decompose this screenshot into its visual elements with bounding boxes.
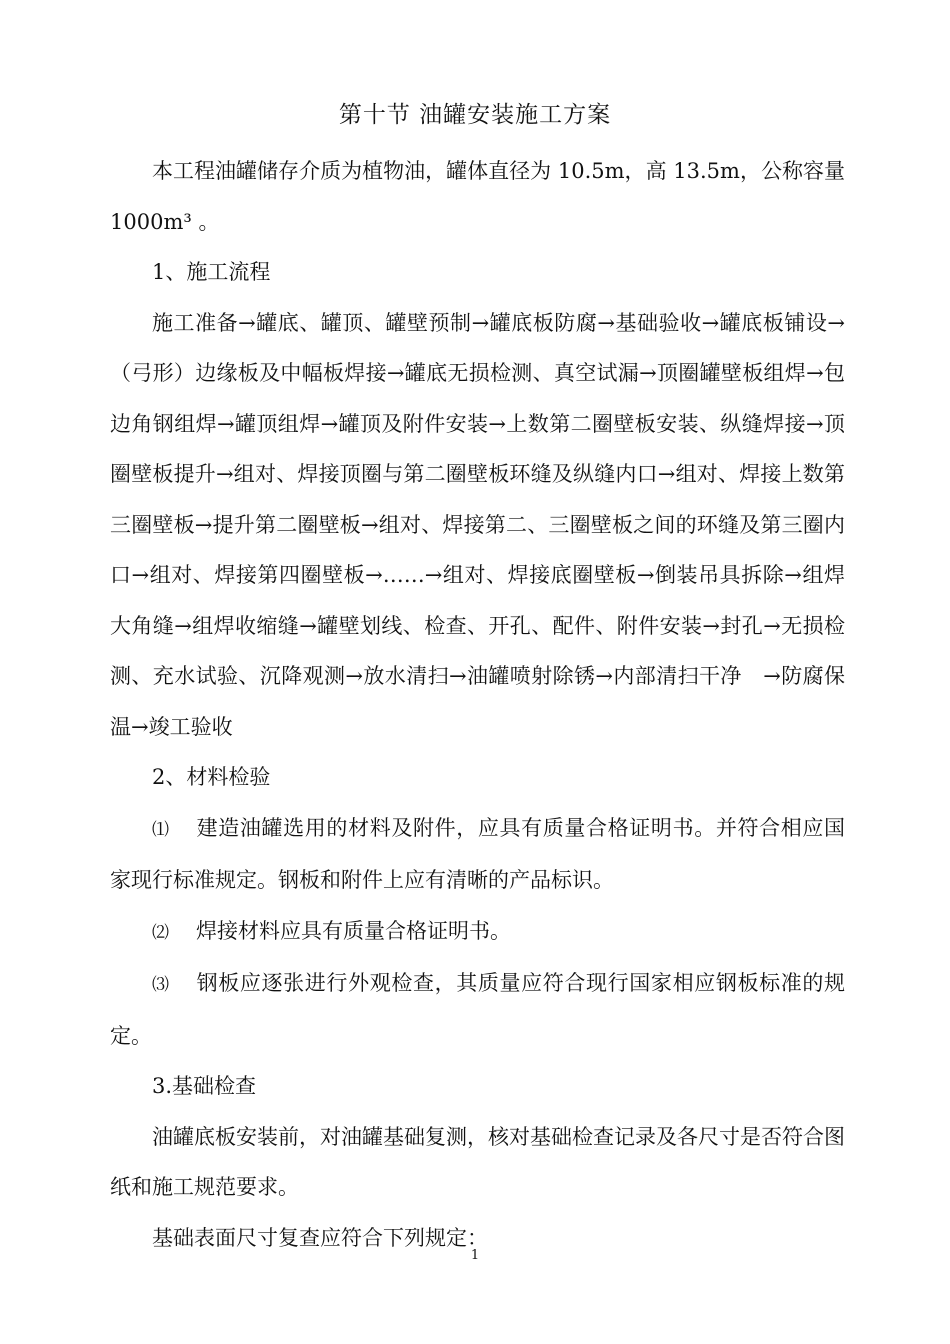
material-item-2 (110, 906, 845, 959)
page-title: 第十节 油罐安装施工方案 (338, 102, 612, 128)
foundation-paragraph-2: 基础表面尺寸复查应符合下列规定： (152, 1225, 488, 1250)
item-text: 建造油罐选用的材料及附件，应具有质量合格证明书。并符合相应国家现行标准规定。钢板和附件上应有清晰的产品标识。 (110, 815, 845, 892)
section-2-heading: 2、材料检验 (152, 765, 271, 789)
item-text: 焊接材料应具有质量合格证明书。 (196, 918, 511, 943)
item-text: 钢板应逐张进行外观检查，其质量应符合现行国家相应钢板标准的规定。 (110, 971, 845, 1048)
intro-paragraph: 本工程油罐储存介质为植物油，罐体直径为 10.5m，高 13.5m，公称容量 1000m³ 。 (110, 159, 845, 234)
material-item-3 (110, 958, 845, 1061)
foundation-paragraph-1: 油罐底板安装前，对油罐基础复测，核对基础检查记录及各尺寸是否符合图纸和施工规范要求。 (110, 1124, 845, 1199)
material-item-1 (110, 803, 845, 906)
item-marker: ⑴ (152, 819, 169, 840)
item-marker: ⑶ (152, 975, 169, 995)
document-body (110, 146, 845, 1263)
section-3-heading: 3.基础检查 (152, 1074, 257, 1098)
page-number: 1 (470, 1248, 480, 1263)
item-marker: ⑵ (152, 922, 169, 943)
construction-flow-paragraph: 施工准备→罐底、罐顶、罐壁预制→罐底板防腐→基础验收→罐底板铺设→（弓形）边缘板及中幅板焊接→罐底无损检测、真空试漏→顶圈罐壁板组焊→包边角钢组焊→罐顶组焊→罐顶及附件安装→上数第二圈壁板安装、纵缝焊接→顶圈壁板提升→组对、焊接顶圈与第二圈壁板环缝及纵缝内口→组对、焊接上数第三圈壁板→提升第二圈壁板→组对、焊接第二、三圈壁板之间的环缝及第三圈内口→组对、焊接第四圈壁板→……→组对、焊接底圈壁板→倒装吊具拆除→组焊大角缝→组焊收缩缝→罐壁划线、检查、开孔、配件、附件安装→封孔→无损检测、充水试验、沉降观测→放水清扫→油罐喷射除锈→内部清扫干净 →防腐保温→竣工验收 (110, 310, 845, 739)
section-1-heading: 1、施工流程 (152, 260, 271, 284)
